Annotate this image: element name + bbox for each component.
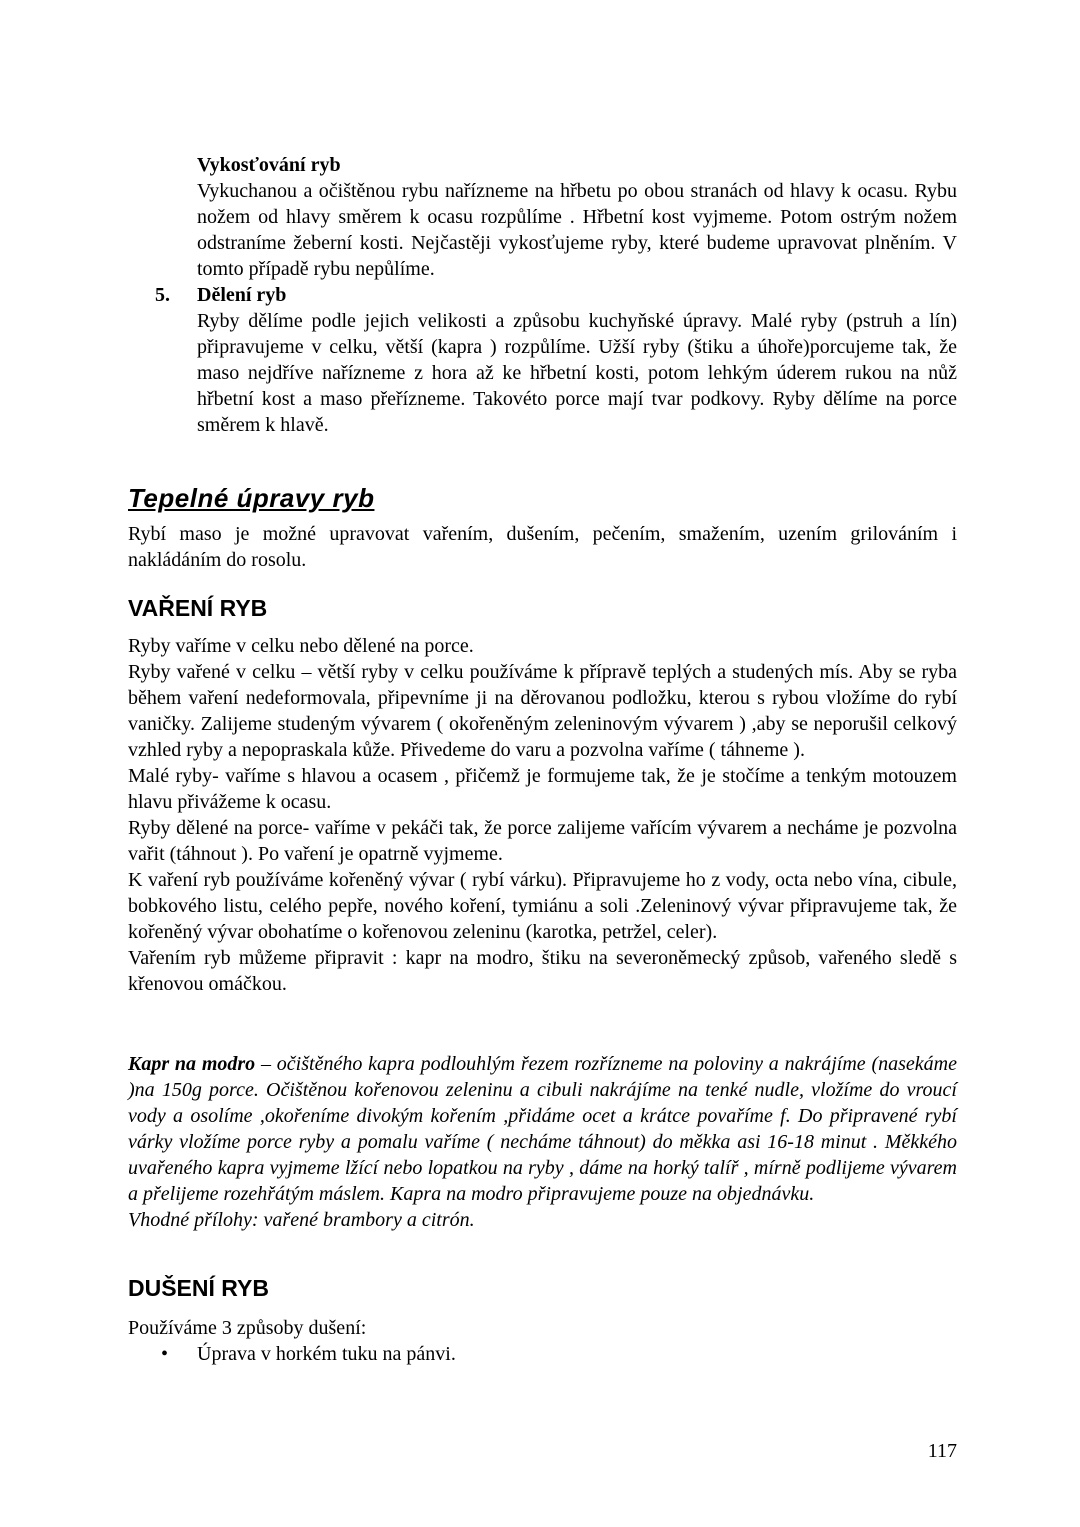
recipe-paragraph (128, 1051, 957, 1207)
dividing-item-body (197, 282, 957, 438)
section-dividing (128, 282, 957, 438)
boiling-paragraph: K vaření ryb používáme kořeněný vývar ( rybí várku). Připravujeme ho z vody, octa nebo vína, cibule, bobkového listu, celého pepře, nového koření, tymiánu a soli .Zeleninový vývar připravujeme tak, že kořeněný vývar obohatíme o kořenovou zeleninu (karotka, petržel, celer). (128, 869, 957, 943)
dividing-paragraph: Ryby dělíme podle jejich velikosti a způsobu kuchyňské úpravy. Malé ryby (pstruh a lín) připravujeme v celku, větší (kapra ) rozpůlíme. Užší ryby (štiku a úhoře)porcujeme tak, že maso nejdříve nařízneme z hora až ke hřbetní kosti, potom lehkým úderem rukou na nůž hřbetní kost a maso přeřízneme. Takovéto porce mají tvar podkovy. Ryby dělíme na porce směrem k hlavě. (197, 310, 957, 436)
recipe-sides-note: Vhodné přílohy: vařené brambory a citrón. (128, 1209, 475, 1231)
boiling-section-heading: VAŘENÍ RYB (128, 595, 268, 621)
stewing-section-heading: DUŠENÍ RYB (128, 1275, 269, 1301)
boiling-paragraph: Vařením ryb můžeme připravit : kapr na modro, štiku na severoněmecký způsob, vařeného sledě s křenovou omáčkou. (128, 947, 957, 995)
dividing-list-number: 5. (155, 284, 170, 306)
boiling-paragraph: Ryby vaříme v celku nebo dělené na porce. (128, 635, 474, 657)
bullet-icon: • (161, 1343, 169, 1365)
page-number: 117 (927, 1440, 957, 1462)
boning-paragraph: Vykuchanou a očištěnou rybu nařízneme na hřbetu po obou stranách od hlavy k ocasu. Rybu nožem od hlavy směrem k ocasu rozpůlíme . Hřbetní kost vyjmeme. Potom ostrým nožem odstraníme žeberní kosti. Nejčastěji vykosťujeme ryby, které budeme upravovat plněním. V tomto případě rybu nepůlíme. (197, 180, 957, 280)
section-boning (197, 152, 957, 282)
thermal-intro-paragraph: Rybí maso je možné upravovat vařením, dušením, pečením, smažením, uzením grilováním i nakládáním do rosolu. (128, 523, 957, 571)
recipe-body: – očištěného kapra podlouhlým řezem rozřízneme na poloviny a nakrájíme (nasekáme )na 150g porce. Očištěnou kořenovou zeleninu a cibuli nakrájíme na tenké nudle, vložíme do vroucí vody a osolíme ,okořeníme divokým kořením ,přidáme ocet a krátce povaříme f. Do připravené rybí várky vložíme porce ryby a pomalu vaříme ( necháme táhnout) do měkka asi 16-18 minut . Měkkého uvařeného kapra vyjmeme lžící nebo lopatkou na ryby , dáme na horký talíř , mírně podlijeme vývarem a přelijeme rozehřátým máslem. Kapra na modro připravujeme pouze na objednávku. (128, 1053, 958, 1205)
recipe-title: Kapr na modro (128, 1053, 256, 1075)
dividing-heading: Dělení ryb (197, 284, 287, 306)
thermal-section-heading: Tepelné úpravy ryb (128, 483, 375, 513)
stewing-intro: Používáme 3 způsoby dušení: (128, 1317, 367, 1339)
boiling-paragraph: Ryby dělené na porce- vaříme v pekáči tak, že porce zalijeme vařícím vývarem a necháme je pozvolna vařit (táhnout ). Po vaření je opatrně vyjmeme. (128, 817, 957, 865)
boning-heading: Vykosťování ryb (197, 154, 341, 176)
list-item (128, 1341, 957, 1367)
bullet-item-text: Úprava v horkém tuku na pánvi. (197, 1343, 456, 1365)
boiling-paragraph: Malé ryby- vaříme s hlavou a ocasem , přičemž je formujeme tak, že je stočíme a tenkým motouzem hlavu přivážeme k ocasu. (128, 765, 957, 813)
boiling-paragraph: Ryby vařené v celku – větší ryby v celku používáme k přípravě teplých a studených mís. Aby se ryba během vaření nedeformovala, připevníme ji na děrovanou podložku, kterou s rybou vložíme do rybí vaničky. Zalijeme studeným vývarem ( okořeněným zeleninovým vývarem ) ,aby se neporušil celkový vzhled ryby a nepopraskala kůže. Přivedeme do varu a pozvolna vaříme ( táhneme ). (128, 661, 957, 761)
